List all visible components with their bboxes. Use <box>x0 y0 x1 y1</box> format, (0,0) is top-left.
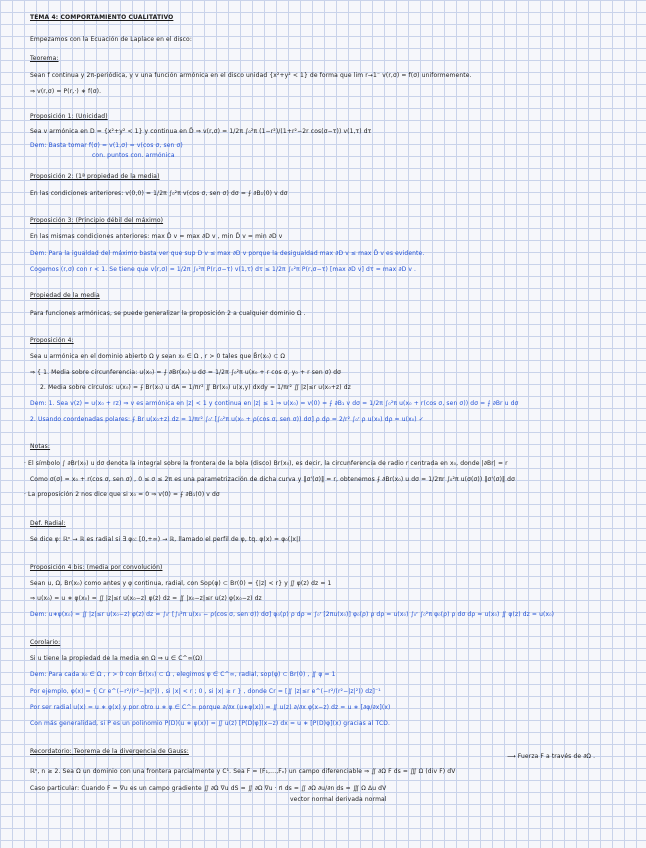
note-line: TEMA 4: COMPORTAMIENTO CUALITATIVO <box>30 14 174 21</box>
note-line: Proposición 1: (Unicidad) <box>30 113 108 120</box>
note-line: Sean u, Ω, Br(x₀) como antes y φ continua, radial, con Sop(φ) ⊂ Br(0) = {|z| < r} y ∬ φ(z) dz = 1 <box>30 580 332 587</box>
note-line: Proposición 3: (Principio débil del máximo) <box>30 217 164 224</box>
note-line: Teorema: <box>30 55 59 62</box>
note-line: Def. Radial: <box>30 520 66 527</box>
note-line: Sea u armónica en el dominio abierto Ω y sean x₀ ∈ Ω , r > 0 tales que B̄r(x₀) ⊂ Ω <box>30 353 286 360</box>
note-line: Para funciones armónicas, se puede generalizar la proposición 2 a cualquier dominio Ω . <box>30 310 306 317</box>
note-line: con. puntos con. armónica <box>92 152 175 159</box>
note-line: Cogemos (r,σ) con r < 1. Se tiene que v(r,σ) = 1/2π ∫₀²π P(r,σ−τ) v(1,τ) dτ ≤ 1/2π ∫₀²π P(r,σ−τ) [max ∂D v] dτ = max ∂D v . <box>30 266 417 273</box>
note-line: Dem: Para cada x₀ ∈ Ω , r > 0 con B̄r(x₀) ⊂ Ω , elegimos φ ∈ C^∞, radial, sop(φ) ⊂ Br(0) , ∬ φ = 1 <box>30 671 336 678</box>
note-line: Dem: Basta tomar f(σ) = v(1,σ) = v(cos σ, sen σ) <box>30 142 183 149</box>
note-line: Corolario: <box>30 639 61 646</box>
note-line: 2. Usando coordenadas polares: ⨍ Br u(x₀+z) dz = 1/πr² ∫₀ʳ [∫₀²π u(x₀ + ρ(cos σ, sen σ)) dσ] ρ dρ = 2/r² ∫₀ʳ ρ u(x₀) dρ = u(x₀) ✓ <box>30 416 424 423</box>
note-line: Propiedad de la media <box>30 292 100 299</box>
note-line: En las condiciones anteriores: v(0,0) = 1/2π ∫₀²π v(cos σ, sen σ) dσ = ⨍ ∂B₁(0) v dσ <box>30 190 288 197</box>
note-line: Proposición 2: (1ª propiedad de la media) <box>30 173 160 180</box>
note-line: Recordatorio: Teorema de la divergencia de Gauss: <box>30 748 189 755</box>
note-line: Dem: 1. Sea v(z) = u(x₀ + rz) ⇒ v es armónica en |z| < 1 y continua en |z| ≤ 1 ⇒ u(x₀) = v(0) = ⨍ ∂B₁ v dσ = 1/2π ∫₀²π u(x₀ + r(cos σ, sen σ)) dσ = ⨍ ∂Br u dσ <box>30 400 519 407</box>
note-line: ⇒ { 1. Media sobre circunferencia: u(x₀) = ⨍ ∂Br(x₀) u dσ = 1/2π ∫₀²π u(x₀ + r cos σ, y₀ + r sen σ) dσ <box>30 369 342 376</box>
note-line: Por ser radial u(x) = u ∗ φ(x) y por otro u ∗ φ ∈ C^∞ porque ∂/∂x (u∗φ(x)) = ∬ u(z) ∂/∂x φ(x−z) dz = u ∗ [∂φ/∂x](x) <box>30 704 391 711</box>
note-line: En las mismas condiciones anteriores: max D̄ v = max ∂D v , min D̄ v = min ∂D v <box>30 233 283 240</box>
note-line: Si u tiene la propiedad de la media en Ω ⇒ u ∈ C^∞(Ω) <box>30 655 203 662</box>
note-line: Se dice φ: ℝⁿ → ℝ es radial si ∃ φ₀: [0,+∞) → ℝ, llamado el perfil de φ, tq. φ(x) = φ₀(|x|) <box>30 536 301 543</box>
note-line: Sea v armónica en D = {x²+y² < 1} y continua en D̄ ⇒ v(r,σ) = 1/2π ∫₀²π (1−r²)/(1+r²−2r cos(σ−τ)) v(1,τ) dτ <box>30 128 372 135</box>
note-line: Con más generalidad, si P es un polinomio P(D)(u ∗ φ(x)) = ∬ u(z) [P(D)φ](x−z) dx = u ∗ [P(D)φ](x) gracias al TCD. <box>30 720 391 727</box>
note-line: Sean f continua y 2π-periódica, y v una función armónica en el disco unidad {x²+y² < 1} de forma que lim r→1⁻ v(r,σ) = f(σ) uniformemente. <box>30 72 472 79</box>
note-line: ⇒ v(r,σ) = P(r,·) ∗ f(σ). <box>30 88 102 95</box>
note-line: ℝⁿ, n ≥ 2. Sea Ω un dominio con una frontera parcialmente y C¹. Sea F = (F₁,...,Fₙ) un campo diferenciable ⇒ ∬ ∂Ω F ds = ∭ Ω (div F) dV <box>30 768 456 775</box>
note-line: vector normal derivada normal <box>290 796 387 803</box>
note-line: Proposición 4 bis: (media por convolución) <box>30 564 163 571</box>
note-line: ⟶ Fuerza F a través de ∂Ω . <box>507 753 596 760</box>
note-line: · El símbolo ∫ ∂Br(x₀) u dσ denota la integral sobre la frontera de la bola (disco) Br(x₀), es decir, la circunferencia de radio r centrada en x₀, donde |∂Br| = r <box>24 460 508 467</box>
note-line: ⇒ u(x₀) = u ∗ φ(x₀) = ∬ |z|≤r u(x₀−z) φ(z) dz = ∬ |x₀−z|≤r u(z) φ(x₀−z) dz <box>30 595 262 602</box>
note-line: Proposición 4: <box>30 337 74 344</box>
note-line: Dem: Para la igualdad del máximo basta ver que sup D v ≤ max ∂D v porque la desigualdad max ∂D v ≤ max D̄ v es evidente. <box>30 250 425 257</box>
note-line: Notas: <box>30 443 51 450</box>
note-line: Como σ(σ) = x₀ + r(cos σ, sen σ) , 0 ≤ σ ≤ 2π es una parametrización de dicha curva y ‖σ'(σ)‖ = r, obtenemos ⨍ ∂Br(x₀) u dσ = 1/2πr ∫₀²π u(σ(σ)) ‖σ'(σ)‖ dσ <box>30 476 516 483</box>
note-line: Empezamos con la Ecuación de Laplace en el disco: <box>30 36 192 43</box>
note-line: · La proposición 2 nos dice que si x₀ = 0 ⇒ v(0) = ⨍ ∂B₁(0) v dσ <box>24 491 220 498</box>
note-line: 2. Media sobre círculos: u(x₀) = ⨍ Br(x₀) u dA = 1/πr² ∬ Br(x₀) u(x,y) dxdy = 1/πr² ∬ |z|≤r u(x₀+z) dz <box>40 384 351 391</box>
note-line: Caso particular: Cuando F = ∇u es un campo gradiente ∬ ∂Ω ∇u dS = ∬ ∂Ω ∇u · n⃗ ds = ∬ ∂Ω ∂u/∂n ds = ∭ Ω Δu dV <box>30 785 387 792</box>
note-line: Por ejemplo, φ(x) = { Cr e^(−r²/(r²−|x|²)) , si |x| < r ; 0 , si |x| ≥ r } , donde Cr = [∬ |z|≤r e^(−r²/(r²−|z|²)) dz]⁻¹ <box>30 688 381 695</box>
note-line: Dem: u∗φ(x₀) = ∬ |z|≤r u(x₀−z) φ(z) dz = ∫₀ʳ [∫₀²π u(x₀ − ρ(cos σ, sen σ)) dσ] φ₀(ρ) ρ dρ = ∫₀ʳ [2πu(x₀)] φ₀(ρ) ρ dρ = u(x₀) ∫₀ʳ ∫₀²π φ₀(ρ) ρ dσ dρ = u(x₀) ∬ φ(z) dz = u(x₀) <box>30 611 555 618</box>
